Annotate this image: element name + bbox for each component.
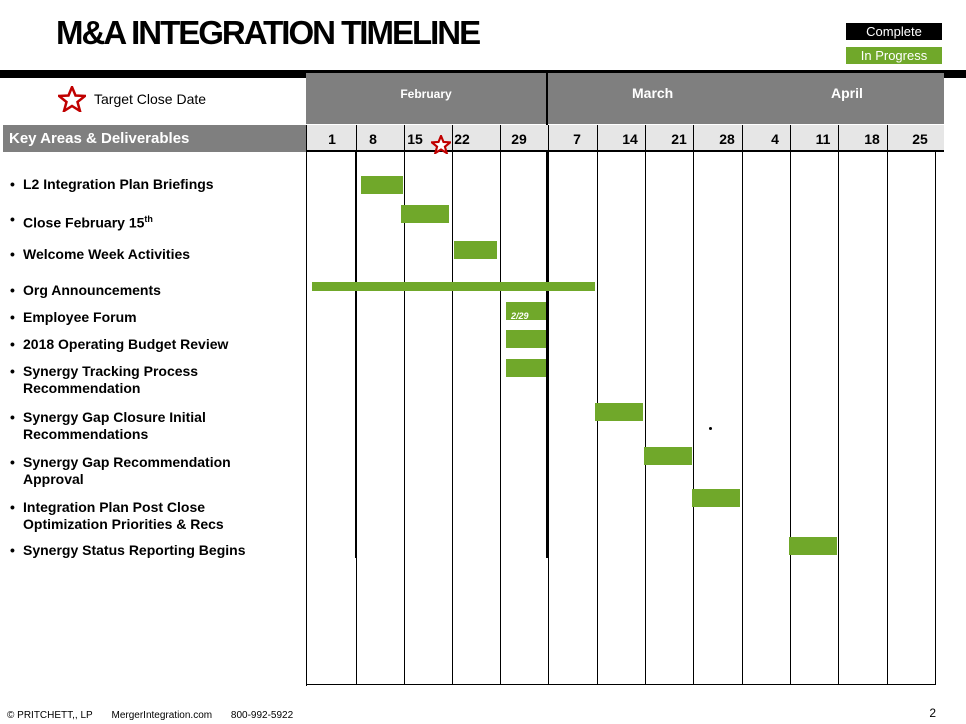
task-label-line: Synergy Gap Recommendation bbox=[23, 454, 231, 470]
week-label: 8 bbox=[369, 131, 377, 147]
task-label-line: Synergy Tracking Process bbox=[23, 363, 199, 379]
gantt-bar bbox=[644, 447, 692, 465]
grid-column-line bbox=[742, 152, 743, 685]
gantt-bar bbox=[789, 537, 837, 555]
month-march: March bbox=[632, 85, 674, 101]
week-label: 22 bbox=[454, 131, 470, 147]
task-label bbox=[23, 363, 198, 397]
week-header-divider bbox=[356, 125, 357, 152]
task-label-superscript: th bbox=[144, 214, 153, 224]
week-label: 18 bbox=[864, 131, 880, 147]
grid-emphasis-line bbox=[355, 152, 357, 558]
task-label-line: Recommendation bbox=[23, 380, 141, 396]
month-april: April bbox=[831, 85, 863, 101]
bullet-icon: • bbox=[10, 309, 15, 325]
week-header-divider bbox=[452, 125, 453, 152]
grid-column-line bbox=[645, 152, 646, 685]
bullet-icon: • bbox=[10, 336, 15, 352]
week-label: 28 bbox=[719, 131, 735, 147]
bullet-icon: • bbox=[10, 542, 15, 558]
task-label-line: Optimization Priorities & Recs bbox=[23, 516, 224, 532]
grid-column-line bbox=[548, 152, 549, 685]
bullet-icon: • bbox=[10, 211, 15, 227]
bullet-icon: • bbox=[10, 246, 15, 262]
task-label-line: L2 Integration Plan Briefings bbox=[23, 176, 214, 192]
task-label-line: Close February 15 bbox=[23, 214, 145, 231]
gantt-bar bbox=[692, 489, 740, 507]
task-label bbox=[23, 176, 214, 193]
grid-column-line bbox=[790, 152, 791, 685]
task-label-line: Employee Forum bbox=[23, 309, 137, 325]
task-label-line: Org Announcements bbox=[23, 282, 161, 298]
bullet-icon: • bbox=[10, 282, 15, 298]
grid-column-line bbox=[452, 152, 453, 685]
task-label bbox=[23, 336, 228, 353]
task-label bbox=[23, 454, 231, 488]
task-label-line: Integration Plan Post Close bbox=[23, 499, 206, 515]
gantt-bar bbox=[401, 205, 449, 223]
week-header-divider bbox=[645, 125, 646, 152]
task-label-line: Recommendations bbox=[23, 426, 149, 442]
bullet-icon: • bbox=[10, 454, 15, 470]
grid-column-line bbox=[693, 152, 694, 685]
week-header-divider bbox=[790, 125, 791, 152]
task-label-line: Synergy Gap Closure Initial bbox=[23, 409, 206, 425]
task-label-line: Approval bbox=[23, 471, 84, 487]
grid-column-line bbox=[404, 152, 405, 685]
grid-column-line bbox=[500, 152, 501, 685]
month-february: February bbox=[306, 73, 546, 124]
grid-column-line bbox=[935, 152, 936, 685]
column-header: Key Areas & Deliverables bbox=[3, 125, 306, 152]
week-header-divider bbox=[548, 125, 549, 152]
target-close-label: Target Close Date bbox=[94, 91, 207, 107]
week-header-divider bbox=[742, 125, 743, 152]
month-divider bbox=[546, 73, 548, 125]
week-label: 15 bbox=[407, 131, 423, 147]
gantt-bar bbox=[361, 176, 403, 194]
task-label-line: Welcome Week Activities bbox=[23, 246, 191, 262]
gantt-bar bbox=[454, 241, 497, 259]
task-label-line: 2018 Operating Budget Review bbox=[23, 336, 229, 352]
gantt-bar bbox=[506, 330, 546, 348]
legend-in-progress: In Progress bbox=[846, 47, 942, 64]
grid-column-line bbox=[838, 152, 839, 685]
task-label bbox=[23, 282, 161, 299]
star-icon bbox=[58, 86, 86, 112]
page-title: M&A INTEGRATION TIMELINE bbox=[56, 14, 480, 51]
task-label bbox=[23, 246, 190, 263]
legend-complete: Complete bbox=[846, 23, 942, 40]
grid-bottom bbox=[306, 685, 307, 686]
footer-copyright: © PRITCHETT,, LP bbox=[7, 710, 93, 721]
stray-dot bbox=[709, 427, 712, 430]
footer-phone: 800-992-5922 bbox=[230, 710, 294, 721]
week-header-divider bbox=[306, 125, 307, 685]
week-label: 21 bbox=[671, 131, 687, 147]
task-label bbox=[23, 542, 245, 559]
task-label bbox=[23, 211, 153, 232]
grid-emphasis-line bbox=[546, 152, 548, 558]
target-close-legend bbox=[58, 86, 206, 112]
week-header-divider bbox=[693, 125, 694, 152]
gantt-bar bbox=[312, 282, 595, 291]
week-header-divider bbox=[597, 125, 598, 152]
bullet-icon: • bbox=[10, 363, 15, 379]
gantt-bar bbox=[595, 403, 643, 421]
footer-site: MergerIntegration.com bbox=[111, 710, 213, 721]
week-label: 11 bbox=[815, 131, 831, 147]
week-label: 1 bbox=[328, 131, 336, 147]
week-header-divider bbox=[500, 125, 501, 152]
task-label-line: Synergy Status Reporting Begins bbox=[23, 542, 246, 558]
gantt-bar bbox=[506, 359, 546, 377]
week-label: 4 bbox=[771, 131, 779, 147]
week-label: 25 bbox=[912, 131, 928, 147]
bullet-icon: • bbox=[10, 499, 15, 515]
month-band-march-april bbox=[548, 73, 944, 124]
week-header-divider bbox=[838, 125, 839, 152]
bullet-icon: • bbox=[10, 409, 15, 425]
week-label: 14 bbox=[622, 131, 638, 147]
task-label bbox=[23, 499, 224, 533]
task-label bbox=[23, 409, 206, 443]
bar-date-note: 2/29 bbox=[511, 311, 529, 321]
grid-bottom-line bbox=[306, 684, 935, 685]
gantt-bar bbox=[506, 302, 546, 320]
bullet-icon: • bbox=[10, 176, 15, 192]
week-header-divider bbox=[887, 125, 888, 152]
week-label: 29 bbox=[511, 131, 527, 147]
week-label: 7 bbox=[573, 131, 581, 147]
task-label bbox=[23, 309, 137, 326]
footer bbox=[7, 710, 309, 721]
target-close-star-icon bbox=[431, 135, 451, 154]
grid-column-line bbox=[887, 152, 888, 685]
page-number: 2 bbox=[929, 706, 936, 720]
week-header-divider bbox=[404, 125, 405, 152]
